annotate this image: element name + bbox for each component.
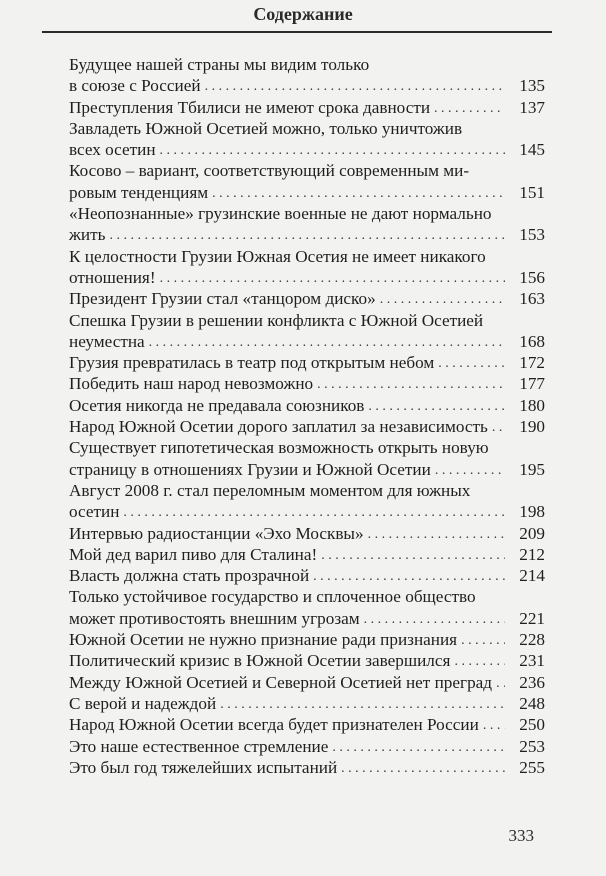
toc-entry bbox=[69, 54, 545, 97]
toc-entry bbox=[69, 693, 545, 714]
dot-leader bbox=[434, 100, 505, 116]
toc-page-number: 255 bbox=[519, 757, 545, 777]
toc-entry-title-line: Победить наш народ невозможно bbox=[69, 374, 314, 394]
toc-entry-title-line: Народ Южной Осетии дорого заплатил за независимость bbox=[69, 417, 488, 437]
toc-page-number: 209 bbox=[519, 523, 545, 543]
toc-page-number: 163 bbox=[519, 289, 545, 309]
toc-entry bbox=[69, 395, 545, 416]
dot-leader bbox=[368, 526, 505, 542]
toc-entry-title-line: «Неопознанные» грузинские военные не дают нормально bbox=[69, 204, 492, 224]
toc-entry bbox=[69, 160, 545, 203]
toc-entry bbox=[69, 310, 545, 353]
toc-entry-title-line: С верой и надеждой bbox=[69, 693, 217, 713]
dot-leader bbox=[496, 675, 505, 691]
toc-page-number: 231 bbox=[519, 651, 545, 671]
toc-page-number: 135 bbox=[519, 76, 545, 96]
toc-entry-title-line: Между Южной Осетией и Северной Осетией нет преград bbox=[69, 672, 493, 692]
toc-entry bbox=[69, 523, 545, 544]
toc-entry bbox=[69, 736, 545, 757]
dot-leader bbox=[123, 505, 505, 521]
toc-entry-title-line: Преступления Тбилиси не имеют срока давности bbox=[69, 97, 431, 117]
toc-entry-title-line: жить bbox=[69, 225, 106, 245]
toc-entry bbox=[69, 565, 545, 586]
toc-entry bbox=[69, 757, 545, 778]
toc-entry-title-line: Президент Грузии стал «танцором диско» bbox=[69, 289, 376, 309]
toc-page-number: 151 bbox=[519, 182, 545, 202]
toc-page-number: 172 bbox=[519, 353, 545, 373]
toc-entry bbox=[69, 544, 545, 565]
header-rule bbox=[42, 31, 552, 33]
toc-entry bbox=[69, 118, 545, 161]
running-header: Содержание bbox=[253, 4, 353, 24]
toc-entry-title-line: осетин bbox=[69, 502, 120, 522]
toc-entry-title-line: К целостности Грузии Южная Осетия не имеет никакого bbox=[69, 246, 486, 266]
dot-leader bbox=[483, 718, 505, 734]
toc-entry bbox=[69, 246, 545, 289]
toc-entry-title-line: неуместна bbox=[69, 331, 145, 351]
toc-entry-title-line: может противостоять внешним угрозам bbox=[69, 608, 360, 628]
toc-entry-title-line: всех осетин bbox=[69, 140, 156, 160]
toc-entry bbox=[69, 288, 545, 309]
toc-page-number: 236 bbox=[519, 672, 545, 692]
page-number: 333 bbox=[508, 826, 534, 845]
toc-page-number: 180 bbox=[519, 395, 545, 415]
toc-entry bbox=[69, 586, 545, 629]
toc-entry bbox=[69, 416, 545, 437]
toc-entry bbox=[69, 629, 545, 650]
dot-leader bbox=[321, 547, 505, 563]
toc-page-number: 212 bbox=[519, 544, 545, 564]
toc-page-number: 153 bbox=[519, 225, 545, 245]
toc-entry bbox=[69, 97, 545, 118]
toc-entry-title-line: Народ Южной Осетии всегда будет признателен России bbox=[69, 715, 479, 735]
toc-entry-title-line: Власть должна стать прозрачной bbox=[69, 566, 310, 586]
toc-page-number: 137 bbox=[519, 97, 545, 117]
dot-leader bbox=[438, 355, 505, 371]
toc-entry-title-line: Южной Осетии не нужно признание ради признания bbox=[69, 630, 458, 650]
dot-leader bbox=[317, 377, 505, 393]
table-of-contents bbox=[69, 54, 545, 778]
dot-leader bbox=[205, 79, 505, 95]
toc-page-number: 156 bbox=[519, 267, 545, 287]
toc-entry bbox=[69, 437, 545, 480]
toc-entry bbox=[69, 203, 545, 246]
dot-leader bbox=[380, 292, 505, 308]
dot-leader bbox=[220, 696, 505, 712]
toc-entry-title-line: Завладеть Южной Осетией можно, только уничтожив bbox=[69, 118, 463, 138]
dot-leader bbox=[492, 419, 505, 435]
toc-entry-title-line: Интервью радиостанции «Эхо Москвы» bbox=[69, 523, 364, 543]
toc-entry-title-line: Политический кризис в Южной Осетии завершился bbox=[69, 651, 451, 671]
toc-entry-title-line: Мой дед варил пиво для Сталина! bbox=[69, 544, 318, 564]
toc-entry-title-line: Спешка Грузии в решении конфликта с Южной Осетией bbox=[69, 310, 484, 330]
toc-entry-title-line: Существует гипотетическая возможность открыть новую bbox=[69, 438, 489, 458]
toc-entry-title-line: в союзе с Россией bbox=[69, 76, 201, 96]
dot-leader bbox=[160, 270, 505, 286]
toc-page-number: 198 bbox=[519, 502, 545, 522]
dot-leader bbox=[109, 228, 505, 244]
toc-page-number: 221 bbox=[519, 608, 545, 628]
dot-leader bbox=[364, 611, 505, 627]
toc-page-number: 253 bbox=[519, 736, 545, 756]
dot-leader bbox=[341, 760, 505, 776]
toc-entry-title-line: страницу в отношениях Грузии и Южной Осетии bbox=[69, 459, 431, 479]
toc-entry bbox=[69, 672, 545, 693]
toc-entry-title-line: отношения! bbox=[69, 267, 156, 287]
toc-entry bbox=[69, 650, 545, 671]
toc-page-number: 195 bbox=[519, 459, 545, 479]
dot-leader bbox=[212, 185, 505, 201]
toc-entry-title-line: Грузия превратилась в театр под открытым небом bbox=[69, 353, 435, 373]
toc-entry-title-line: Это наше естественное стремление bbox=[69, 736, 329, 756]
toc-page-number: 250 bbox=[519, 715, 545, 735]
toc-entry bbox=[69, 352, 545, 373]
toc-page-number: 145 bbox=[519, 140, 545, 160]
toc-entry-title-line: Только устойчивое государство и сплоченное общество bbox=[69, 587, 476, 607]
toc-page-number: 177 bbox=[519, 374, 545, 394]
toc-entry bbox=[69, 373, 545, 394]
dot-leader bbox=[461, 632, 505, 648]
toc-entry-title-line: Это был год тяжелейших испытаний bbox=[69, 757, 338, 777]
dot-leader bbox=[160, 142, 505, 158]
toc-entry bbox=[69, 480, 545, 523]
toc-entry-title-line: Август 2008 г. стал переломным моментом для южных bbox=[69, 480, 471, 500]
dot-leader bbox=[313, 568, 505, 584]
toc-entry-title-line: Будущее нашей страны мы видим только bbox=[69, 55, 370, 74]
toc-entry bbox=[69, 714, 545, 735]
toc-entry-title-line: ровым тенденциям bbox=[69, 182, 209, 202]
dot-leader bbox=[435, 462, 505, 478]
toc-page-number: 228 bbox=[519, 630, 545, 650]
dot-leader bbox=[368, 398, 505, 414]
toc-page-number: 168 bbox=[519, 331, 545, 351]
toc-page-number: 190 bbox=[519, 417, 545, 437]
toc-entry-title-line: Осетия никогда не предавала союзников bbox=[69, 395, 365, 415]
dot-leader bbox=[149, 334, 505, 350]
dot-leader bbox=[332, 739, 505, 755]
toc-page-number: 248 bbox=[519, 693, 545, 713]
toc-entry-title-line: Косово – вариант, соответствующий современным ми- bbox=[69, 161, 470, 181]
dot-leader bbox=[454, 654, 505, 670]
toc-page-number: 214 bbox=[519, 566, 545, 586]
